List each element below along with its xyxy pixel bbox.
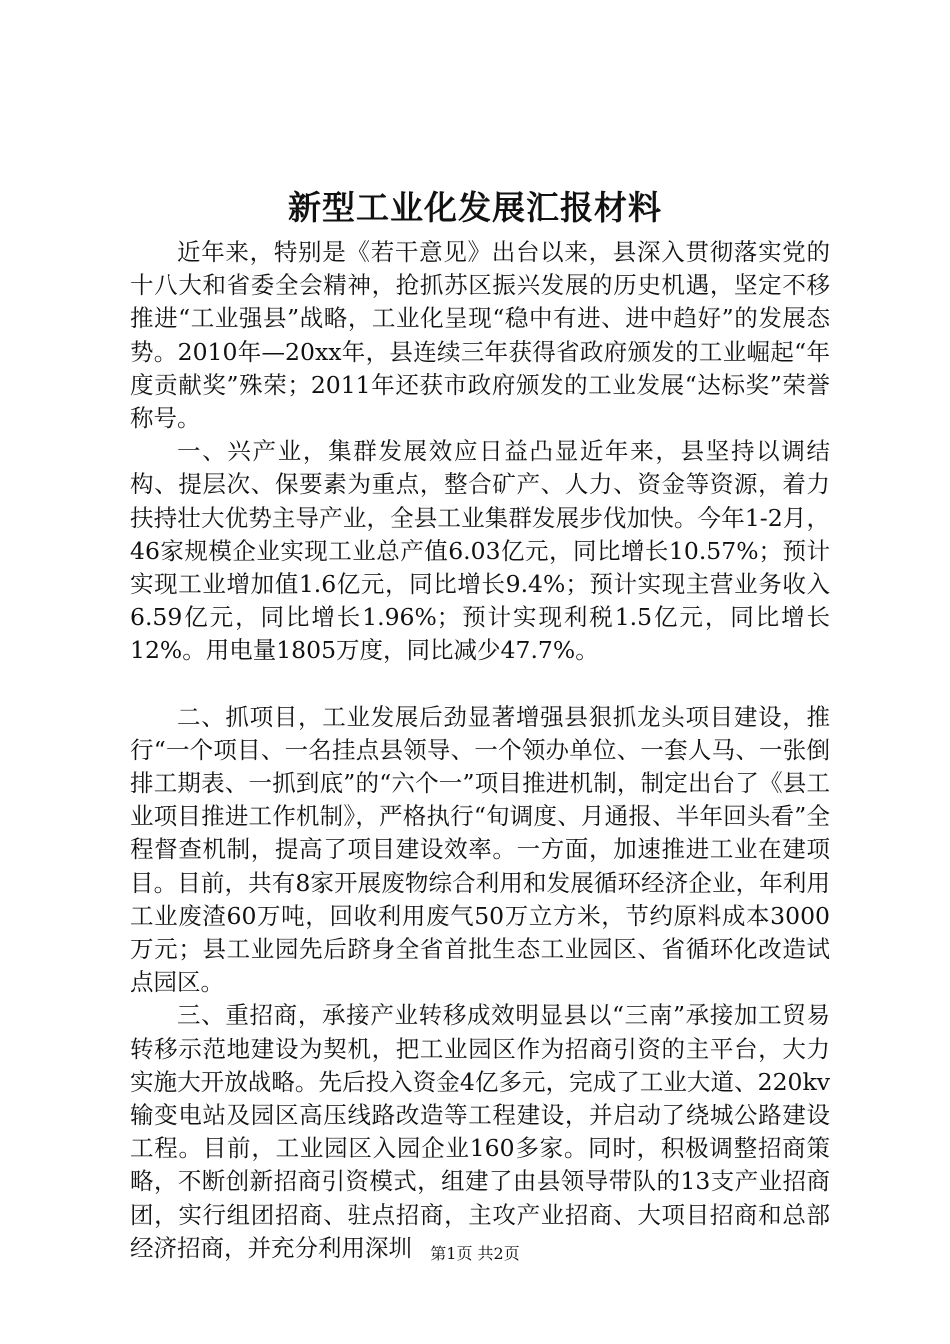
page-number-footer: 第1页 共2页 (430, 1244, 520, 1263)
paragraph-intro: 近年来，特别是《若干意见》出台以来，县深入贯彻落实党的十八大和省委全会精神，抢抓苏区振兴发展的历史机遇，坚定不移推进“工业强县”战略，工业化呈现“稳中有进、进中趋好”的发展态势。2010年—20xx年，县连续三年获得省政府颁发的工业崛起“年度贡献奖”殊荣；2011年还获市政府颁发的工业发展“达标奖”荣誉称号。 (130, 238, 830, 433)
paragraph-section-2: 二、抓项目，工业发展后劲显著增强县狠抓龙头项目建设，推行“一个项目、一名挂点县领导、一个领办单位、一套人马、一张倒排工期表、一抓到底”的“六个一”项目推进机制，制定出台了《县工业项目推进工作机制》，严格执行“旬调度、月通报、半年回头看”全程督查机制，提高了项目建设效率。一方面，加速推进工业在建项目。目前，共有8家开展废物综合利用和发展循环经济企业，年利用工业废渣60万吨，回收利用废气50万立方米，节约原料成本3000万元；县工业园先后跻身全省首批生态工业园区、省循环化改造试点园区。 (130, 702, 830, 997)
document-body (130, 236, 830, 1265)
paragraph-section-1: 一、兴产业，集群发展效应日益凸显近年来，县坚持以调结构、提层次、保要素为重点，整合矿产、人力、资金等资源，着力扶持壮大优势主导产业，全县工业集群发展步伐加快。今年1-2月，46家规模企业实现工业总产值6.03亿元，同比增长10.57%；预计实现工业增加值1.6亿元，同比增长9.4%；预计实现主营业务收入6.59亿元，同比增长1.96%；预计实现利税1.5亿元，同比增长12%。用电量1805万度，同比减少47.7%。 (130, 437, 830, 665)
document-title: 新型工业化发展汇报材料 (288, 188, 662, 227)
paragraph-section-3: 三、重招商，承接产业转移成效明显县以“三南”承接加工贸易转移示范地建设为契机，把工业园区作为招商引资的主平台，大力实施大开放战略。先后投入资金4亿多元，完成了工业大道、220kv输变电站及园区高压线路改造等工程建设，并启动了绕城公路建设工程。目前，工业园区入园企业160多家。同时，积极调整招商策略，不断创新招商引资模式，组建了由县领导带队的13支产业招商团，实行组团招商、驻点招商，主攻产业招商、大项目招商和总部经济招商，并充分利用深圳 (130, 1001, 830, 1262)
